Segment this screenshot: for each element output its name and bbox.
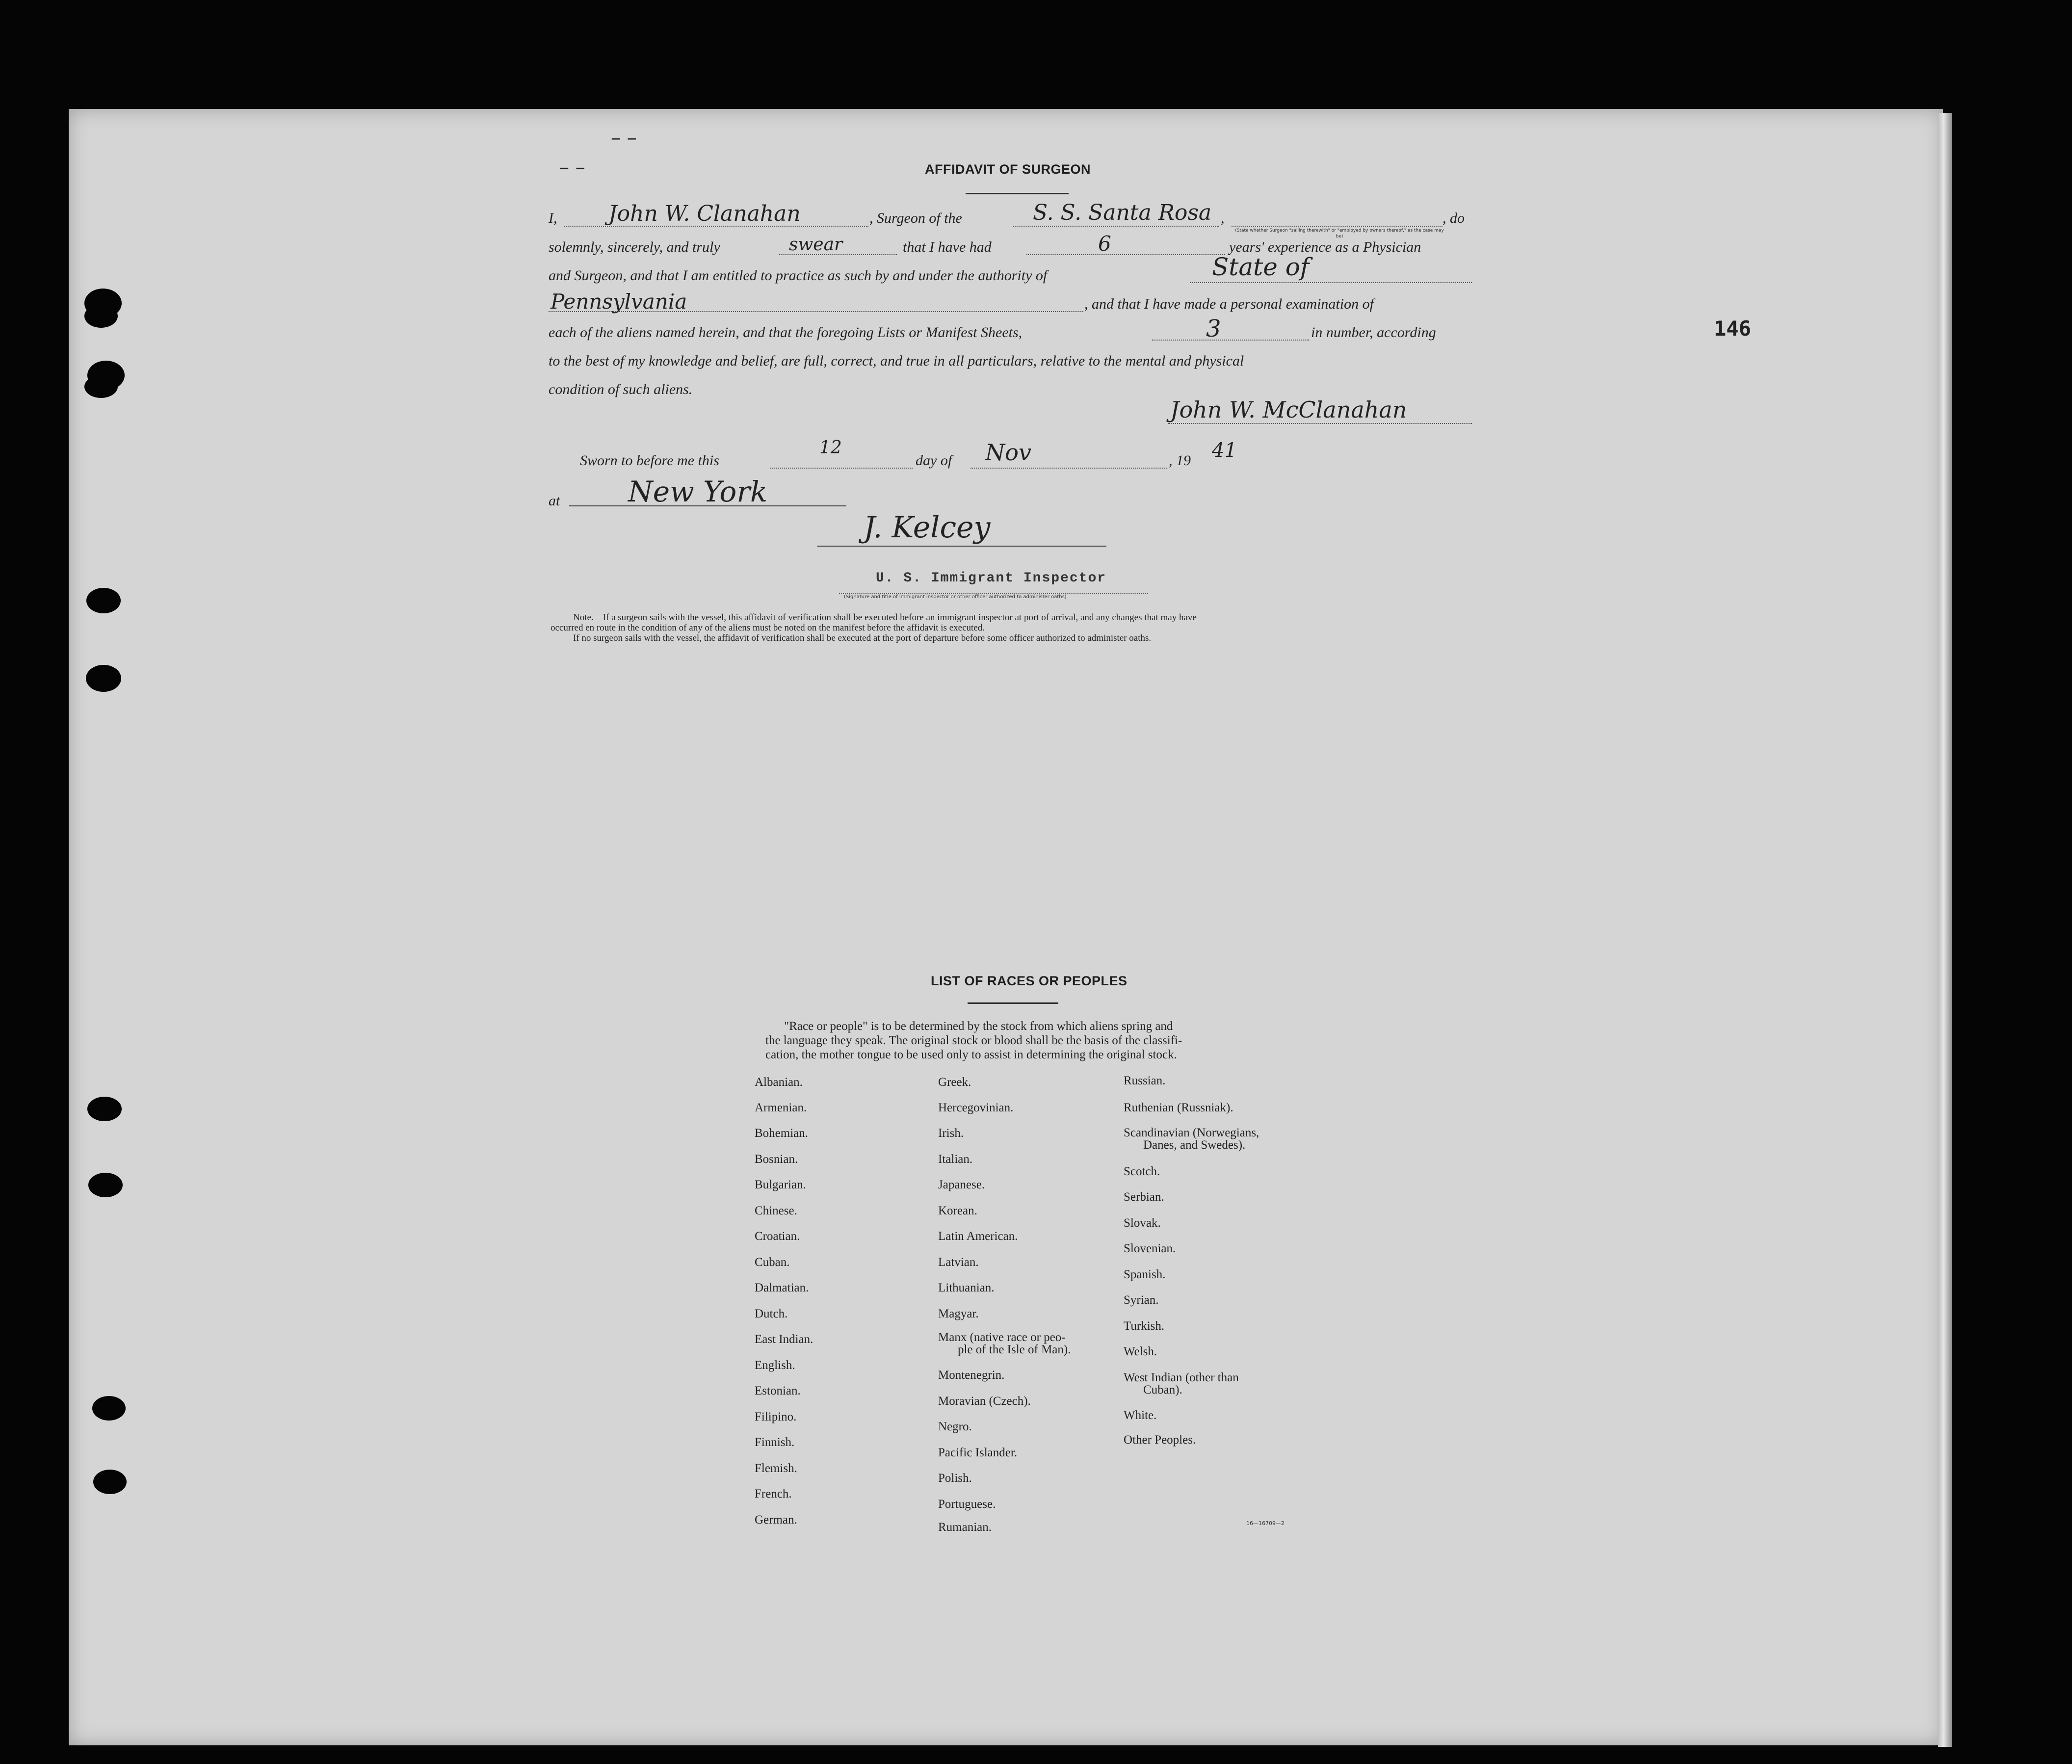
affidavit-line1-mid: , Surgeon of the <box>869 210 962 226</box>
col2-item: Portuguese. <box>938 1498 996 1511</box>
col2-item: Polish. <box>938 1472 972 1485</box>
year-prefix: , 19 <box>1169 452 1191 469</box>
affidavit-line5-start: each of the aliens named herein, and that the foregoing Lists or Manifest Sheets, <box>549 324 1023 341</box>
col2-item: Irish. <box>938 1127 964 1140</box>
inspector-title: U. S. Immigrant Inspector <box>876 571 1107 586</box>
col2-item: Moravian (Czech). <box>938 1395 1031 1408</box>
col2-item: Lithuanian. <box>938 1281 995 1294</box>
col1-item: Dalmatian. <box>755 1281 809 1294</box>
col2-item: Magyar. <box>938 1307 979 1320</box>
note-line1: Note.—If a surgeon sails with the vessel, this affidavit of verification shall be executed before an immigrant inspector at port of arrival, and any changes that may have <box>573 612 1197 623</box>
sheet-edge <box>1938 113 1952 1747</box>
col2-item: Korean. <box>938 1204 977 1217</box>
authority-handwritten: State of <box>1212 253 1310 281</box>
col1-item: Flemish. <box>755 1462 797 1475</box>
affidavit-line6: to the best of my knowledge and belief, are full, correct, and true in all particulars, relative to the mental and physical <box>549 353 1244 369</box>
col3-item: Slovenian. <box>1124 1242 1176 1255</box>
col2-item: Italian. <box>938 1153 973 1166</box>
races-title-underline <box>968 1002 1058 1004</box>
col1-item: French. <box>755 1487 792 1501</box>
col1-item: English. <box>755 1359 795 1372</box>
pen-mark: – – <box>611 127 637 149</box>
form-code: 16—16709—2 <box>1246 1520 1285 1527</box>
col1-item: Cuban. <box>755 1256 790 1269</box>
col1-item: Bohemian. <box>755 1127 809 1140</box>
col3-item: Other Peoples. <box>1124 1433 1196 1447</box>
note-line2: occurred en route in the condition of any of the aliens must be noted on the manifest before the affidavit is executed. <box>551 623 985 633</box>
signature-line <box>1168 423 1472 424</box>
races-intro-line3: cation, the mother tongue to be used only to assist in determining the original stock. <box>765 1048 1177 1061</box>
col1-item: Bosnian. <box>755 1153 798 1166</box>
inspector-caption: (Signature and title of immigrant inspector or other officer authorized to administer oaths) <box>844 594 1067 600</box>
affidavit-line1-start: I, <box>549 210 557 226</box>
col3-item: Ruthenian (Russniak). <box>1124 1101 1233 1114</box>
binder-hole <box>92 1396 126 1421</box>
col2-item: ple of the Isle of Man). <box>958 1343 1071 1356</box>
page-number: 146 <box>1714 316 1751 341</box>
col3-item: Cuban). <box>1143 1383 1182 1396</box>
affidavit-line1-comma: , <box>1221 210 1225 226</box>
blank-line <box>1026 254 1225 255</box>
col2-item: Manx (native race or peo- <box>938 1331 1066 1344</box>
col2-item: Montenegrin. <box>938 1369 1005 1382</box>
col3-item: Scotch. <box>1124 1165 1160 1178</box>
at-label: at <box>549 493 560 509</box>
affidavit-line2-mid: that I have had <box>903 239 992 255</box>
blank-line <box>1013 226 1219 227</box>
col3-item: Serbian. <box>1124 1190 1164 1204</box>
col3-item: Russian. <box>1124 1074 1166 1087</box>
affidavit-line3: and Surgeon, and that I am entitled to practice as such by and under the authority of <box>549 267 1048 284</box>
sheets-handwritten: 3 <box>1206 315 1221 342</box>
binder-hole <box>87 1097 122 1121</box>
col2-item: Pacific Islander. <box>938 1446 1018 1459</box>
col2-item: Latin American. <box>938 1230 1018 1243</box>
col3-item: Slovak. <box>1124 1216 1161 1230</box>
blank-line <box>1190 282 1472 283</box>
col3-item: Turkish. <box>1124 1319 1165 1333</box>
affidavit-line5-end: in number, according <box>1311 324 1436 341</box>
col2-item: Japanese. <box>938 1178 985 1191</box>
blank-line <box>1152 340 1309 341</box>
col2-item: Greek. <box>938 1076 971 1089</box>
col3-item: Syrian. <box>1124 1293 1159 1307</box>
col1-item: Croatian. <box>755 1230 800 1243</box>
surgeon-name-handwritten: John W. Clanahan <box>608 201 801 226</box>
caption-line <box>839 593 1148 594</box>
col1-item: Finnish. <box>755 1436 795 1449</box>
col1-item: German. <box>755 1513 797 1527</box>
col1-item: Armenian. <box>755 1101 807 1114</box>
surgeon-signature: John W. McClanahan <box>1170 396 1407 423</box>
note-line3: If no surgeon sails with the vessel, the affidavit of verification shall be executed at the port of departure before some officer authorized to administer oaths. <box>573 633 1152 643</box>
affidavit-line4: , and that I have made a personal examination of <box>1084 296 1374 312</box>
surgeon-status-note: (State whether Surgeon "sailing therewith" or "employed by owners thereof," as the case may be) <box>1235 228 1444 239</box>
races-intro-line2: the language they speak. The original stock or blood shall be the basis of the classifi- <box>765 1034 1182 1047</box>
races-title: LIST OF RACES OR PEOPLES <box>931 974 1128 988</box>
col3-item: Scandinavian (Norwegians, <box>1124 1126 1259 1139</box>
binder-hole <box>93 1470 127 1494</box>
binder-hole <box>84 375 118 398</box>
col3-item: White. <box>1124 1409 1157 1422</box>
pen-mark: – – <box>559 156 585 179</box>
month-handwritten: Nov <box>985 439 1031 466</box>
binder-hole <box>86 588 121 613</box>
col3-item: West Indian (other than <box>1124 1371 1239 1384</box>
col2-item: Negro. <box>938 1420 972 1433</box>
col1-item: Albanian. <box>755 1076 803 1089</box>
authority-continued-handwritten: Pennsylvania <box>551 290 687 314</box>
col1-item: Dutch. <box>755 1307 788 1320</box>
signature-line <box>817 546 1106 547</box>
blank-line <box>1232 226 1443 227</box>
title-underline <box>966 193 1069 194</box>
blank-line <box>970 468 1167 469</box>
affidavit-line1-end: , do <box>1443 210 1465 226</box>
binder-hole <box>88 1173 123 1197</box>
blank-line <box>770 468 913 469</box>
col2-item: Rumanian. <box>938 1521 992 1534</box>
affidavit-line2-start: solemnly, sincerely, and truly <box>549 239 720 255</box>
affidavit-title: AFFIDAVIT OF SURGEON <box>925 162 1091 177</box>
day-of-label: day of <box>916 452 952 469</box>
binder-hole <box>84 304 118 328</box>
affidavit-line7: condition of such aliens. <box>549 381 693 397</box>
place-handwritten: New York <box>628 475 768 508</box>
sworn-label: Sworn to before me this <box>580 452 719 469</box>
races-intro-line1: "Race or people" is to be determined by the stock from which aliens spring and <box>784 1020 1173 1033</box>
col2-item: Latvian. <box>938 1256 979 1269</box>
years-handwritten: 6 <box>1098 232 1111 256</box>
swear-handwritten: swear <box>789 235 843 255</box>
col2-item: Hercegovinian. <box>938 1101 1014 1114</box>
col1-item: Chinese. <box>755 1204 797 1217</box>
col1-item: Estonian. <box>755 1384 801 1397</box>
col3-item: Welsh. <box>1124 1345 1157 1358</box>
col1-item: Bulgarian. <box>755 1178 806 1191</box>
day-handwritten: 12 <box>819 438 842 458</box>
year-suffix-handwritten: 41 <box>1212 439 1237 462</box>
affidavit-line2-end: years' experience as a Physician <box>1229 239 1421 255</box>
col3-item: Spanish. <box>1124 1268 1166 1281</box>
inspector-signature: J. Kelcey <box>864 510 991 545</box>
col1-item: East Indian. <box>755 1333 813 1346</box>
ship-name-handwritten: S. S. Santa Rosa <box>1033 200 1212 225</box>
binder-hole <box>86 665 121 692</box>
col1-item: Filipino. <box>755 1410 797 1423</box>
col3-item: Danes, and Swedes). <box>1143 1138 1246 1152</box>
